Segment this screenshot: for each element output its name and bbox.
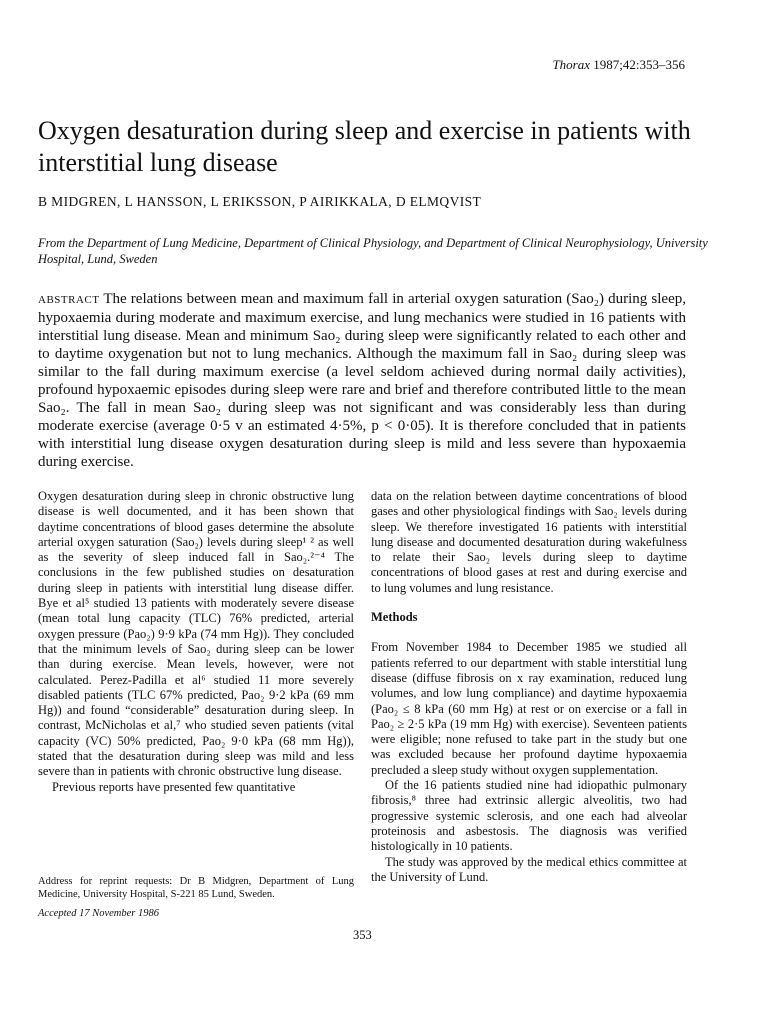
abstract [38, 290, 686, 471]
journal-citation [552, 57, 685, 73]
abstract-text: The relations between mean and maximum fall in arterial oxygen saturation (Sao₂) during sleep, hypoxaemia during moderate and maximum exercise, and lung mechanics were studied in 16 patients with interstitial lung disease. Mean and minimum Sao₂ during sleep were significantly related to each other and to daytime oxygenation but not to lung mechanics. Although the maximum fall in Sao₂ during sleep was similar to the fall during maximum exercise (a level seldom achieved during normal daily activities), profound hypoxaemic episodes during sleep were rare and brief and therefore contributed little to the mean Sao₂. The fall in mean Sao₂ during sleep was not significant and was considerably less than during moderate exercise (average 0·5 v an estimated 4·5%, p < 0·05). It is therefore concluded that in patients with interstitial lung disease oxygen desaturation during sleep is mild and less severe than hypoxaemia during exercise. [38, 291, 686, 470]
accepted-date: Accepted 17 November 1986 [38, 908, 160, 919]
methods-paragraph-1: From November 1984 to December 1985 we studied all patients referred to our department with stable interstitial lung disease (diffuse fibrosis on x ray examination, reduced lung volumes, and low lung compliance) and daytime hypoxaemia (Pao₂ ≤ 8 kPa (60 mm Hg) at rest or on exercise or a fall in Pao₂ ≥ 2·5 kPa (19 mm Hg) with exercise). Seventeen patients were eligible; none refused to take part in the study but one was excluded because her profound daytime hypoxaemia precluded a sleep study without oxygen supplementation. [371, 640, 687, 777]
left-column [38, 489, 354, 795]
reprint-address: Address for reprint requests: Dr B Midgren, Department of Lung Medicine, University Hospital, S-221 85 Lund, Sweden. [38, 876, 354, 900]
journal-volume-pages: 1987;42:353–356 [593, 57, 685, 72]
intro-paragraph-2: Previous reports have presented few quantitative [52, 779, 296, 794]
intro-paragraph-1: Oxygen desaturation during sleep in chronic obstructive lung disease is well documented, and it has been shown that daytime concentrations of blood gases determine the absolute arterial oxygen saturation (Sao₂) levels during sleep¹ ² as well as the severity of sleep induced fall in Sao₂.²⁻⁴ The conclusions in the few published studies on desaturation during sleep in patients with interstitial lung disease differ. Bye et al⁵ studied 13 patients with moderately severe disease (mean total lung capacity (TLC) 76% predicted, arterial oxygen pressure (Pao₂) 9·9 kPa (74 mm Hg)). They concluded that the minimum levels of Sao₂ during sleep can be lower than during exercise. Mean levels, however, were not calculated. Perez-Padilla et al⁶ studied 11 more severely disabled patients (TLC 67% predicted, Pao₂ 9·2 kPa (69 mm Hg)) and found “considerable” desaturation during sleep. In contrast, McNicholas et al,⁷ who studied seven patients (vital capacity (VC) 50% predicted, Pao₂ 9·0 kPa (68 mm Hg)), stated that the desaturation during sleep was mild and less severe than in patients with chronic obstructive lung disease. [38, 489, 354, 779]
journal-name: Thorax [552, 57, 591, 72]
methods-paragraph-3: The study was approved by the medical ethics committee at the University of Lund. [371, 854, 687, 884]
author-list: B MIDGREN, L HANSSON, L ERIKSSON, P AIRIKKALA, D ELMQVIST [38, 194, 482, 209]
intro-paragraph-continued: data on the relation between daytime concentrations of blood gases and other physiological findings with Sao₂ levels during sleep. We therefore investigated 16 patients with interstitial lung disease and documented desaturation during wakefulness to relate their Sao₂ levels during sleep to daytime concentrations of blood gases at rest and during exercise and to lung volumes and lung resistance. [371, 489, 687, 595]
methods-paragraph-2: Of the 16 patients studied nine had idiopathic pulmonary fibrosis,⁸ three had extrinsic allergic alveolitis, two had progressive systemic sclerosis, and one each had alveolar proteinosis and asbestosis. The diagnosis was verified histologically in 10 patients. [371, 778, 687, 854]
author-affiliation: From the Department of Lung Medicine, Department of Clinical Physiology, and Department of Clinical Neurophysiology, University Hospital, Lund, Sweden [38, 236, 708, 266]
abstract-label: ABSTRACT [38, 294, 100, 306]
page-number: 353 [353, 928, 372, 942]
right-column [371, 489, 687, 885]
methods-heading: Methods [371, 610, 418, 625]
article-title: Oxygen desaturation during sleep and exercise in patients with interstitial lung disease [38, 116, 691, 177]
